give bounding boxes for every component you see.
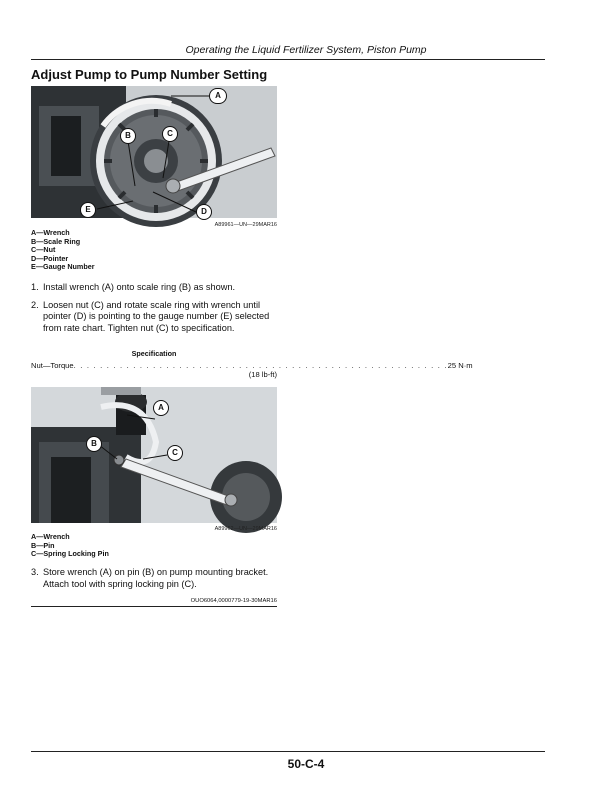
step-text: Loosen nut (C) and rotate scale ring with wrench until pointer (D) is pointing to the gauge number (E) selected from rate chart. Tighten nut (C) to specification. (43, 299, 270, 333)
specification-row (31, 361, 473, 379)
step-text: Store wrench (A) on pin (B) on pump mounting bracket. Attach tool with spring locking pin (C). (43, 567, 269, 589)
figure1-id: A89961—UN—29MAR16 (214, 222, 277, 228)
spec-value: 25 N·m (447, 361, 473, 370)
running-header: Operating the Liquid Fertilizer System, Piston Pump (185, 44, 427, 56)
page-number: 50-C-4 (287, 757, 325, 771)
step-item (31, 300, 281, 335)
figure-scale-ring-photo (31, 86, 277, 218)
callout-e: E (80, 202, 96, 218)
callout-b: B (120, 128, 136, 144)
figure2-legend (31, 533, 109, 559)
legend-item: C—Spring Locking Pin (31, 549, 109, 559)
step-item (31, 282, 281, 294)
step-number: 3. (31, 567, 39, 577)
spec-item: Nut—Torque (31, 361, 74, 370)
legend-item: D—Pointer (31, 253, 69, 263)
figure1-callout-lines (31, 86, 277, 218)
callout-a: A (153, 400, 169, 416)
step-number: 1. (31, 282, 39, 292)
callout-c: C (162, 126, 178, 142)
legend-item: A—Wrench (31, 532, 70, 541)
step-number: 2. (31, 299, 39, 310)
header-divider (31, 59, 545, 60)
spec-alt-value: (18 lb-ft) (248, 370, 277, 379)
section-title: Adjust Pump to Pump Number Setting (31, 67, 268, 82)
legend-item: B—Pin (31, 540, 55, 550)
callout-c: C (167, 445, 183, 461)
callout-b: B (86, 436, 102, 452)
callout-d: D (196, 204, 212, 220)
legend-item: B—Scale Ring (31, 236, 81, 246)
steps-list-2 (31, 567, 281, 596)
spec-leader-dots: . . . . . . . . . . . . . . . . . . . . . . . . . . . . . . . . . . . . . . . . . . . . . . . . . . . . . . . . . (73, 361, 448, 370)
specification-heading: Specification (131, 349, 177, 358)
figure2-id: A89962—UN—29MAR16 (214, 526, 277, 532)
document-reference: OUO6064,0000779-19-30MAR16 (190, 598, 277, 604)
figure-wrench-storage-photo (31, 387, 277, 523)
step-item (31, 567, 281, 590)
footer-divider (31, 751, 545, 752)
figure1-legend (31, 229, 95, 272)
step-text: Install wrench (A) onto scale ring (B) as shown. (43, 282, 235, 292)
callout-a: A (209, 88, 227, 104)
legend-item: E—Gauge Number (31, 262, 95, 272)
steps-list-1 (31, 282, 281, 340)
legend-item: A—Wrench (31, 228, 70, 237)
legend-item: C—Nut (31, 245, 56, 255)
section-end-divider (31, 606, 277, 607)
